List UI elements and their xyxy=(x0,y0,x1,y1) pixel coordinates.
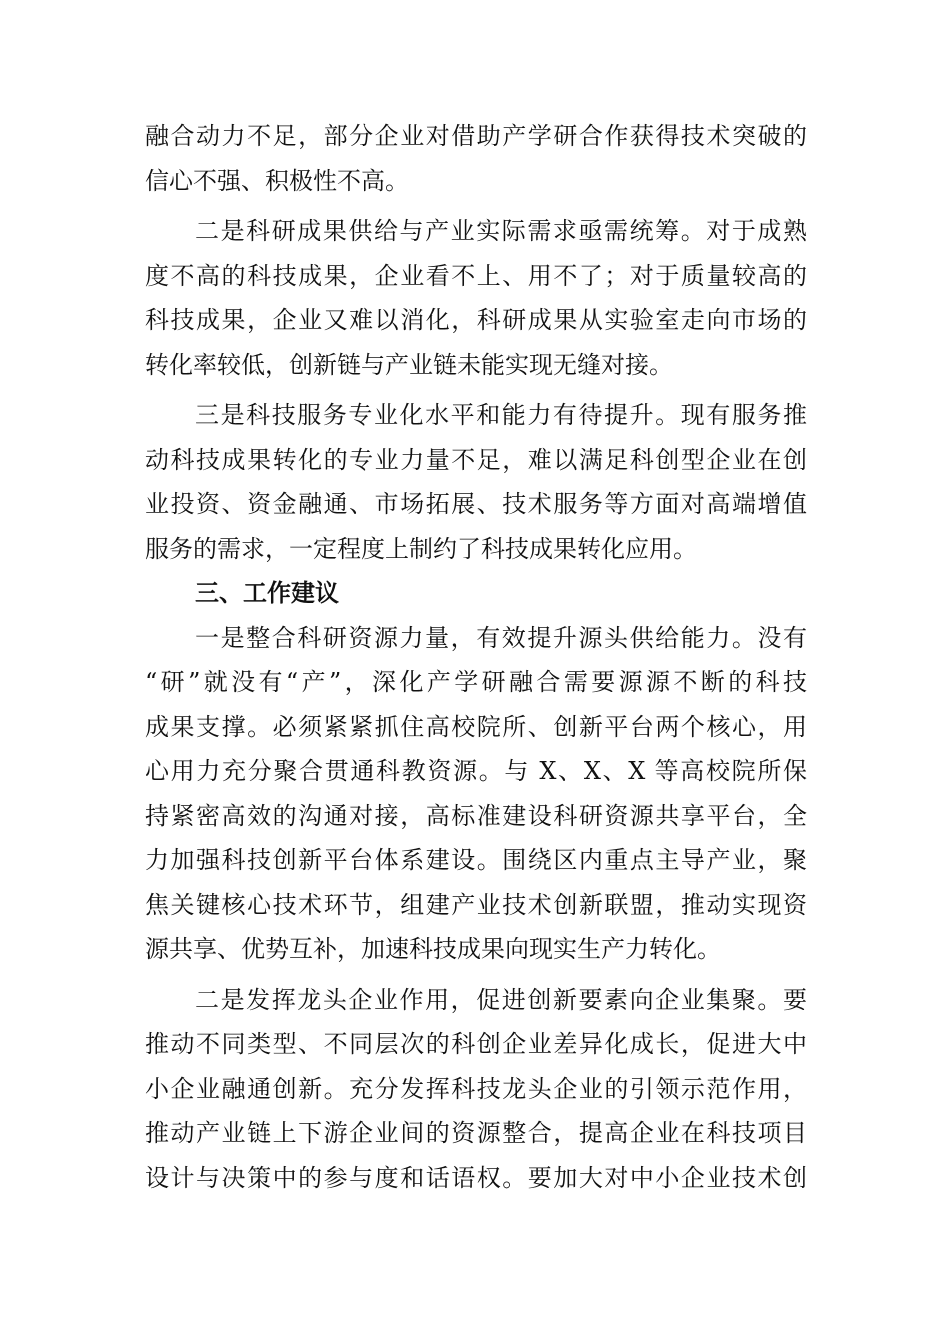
paragraph-line: 力加强科技创新平台体系建设。围绕区内重点主导产业，聚 xyxy=(145,846,807,874)
paragraph-line: 设计与决策中的参与度和话语权。要加大对中小企业技术创 xyxy=(145,1163,807,1192)
paragraph-line: 源共享、优势互补，加速科技成果向现实生产力转化。 xyxy=(145,935,721,963)
paragraph-line: 持紧密高效的沟通对接，高标准建设科研资源共享平台，全 xyxy=(145,801,807,830)
section-heading: 三、工作建议 xyxy=(195,579,339,607)
paragraph-line: 转化率较低，创新链与产业链未能实现无缝对接。 xyxy=(145,350,673,379)
paragraph-line: 推动产业链上下游企业间的资源整合，提高企业在科技项目 xyxy=(145,1119,807,1147)
paragraph-line: 一是整合科研资源力量，有效提升源头供给能力。没有 xyxy=(195,623,807,652)
paragraph-line: 心用力充分聚合贯通科教资源。与 X、X、X 等高校院所保 xyxy=(145,757,807,785)
paragraph-line: 动科技成果转化的专业力量不足，难以满足科创型企业在创 xyxy=(145,445,807,474)
paragraph-line: 二是科研成果供给与产业实际需求亟需统筹。对于成熟 xyxy=(195,217,807,245)
paragraph-line: 推动不同类型、不同层次的科创企业差异化成长，促进大中 xyxy=(145,1030,807,1058)
paragraph-line: “研”就没有“产”，深化产学研融合需要源源不断的科技 xyxy=(145,668,807,696)
paragraph-line: 焦关键核心技术环节，组建产业技术创新联盟，推动实现资 xyxy=(145,890,807,919)
paragraph-line: 科技成果，企业又难以消化，科研成果从实验室走向市场的 xyxy=(145,306,807,334)
paragraph-line: 二是发挥龙头企业作用，促进创新要素向企业集聚。要 xyxy=(195,985,807,1014)
paragraph-line: 服务的需求，一定程度上制约了科技成果转化应用。 xyxy=(145,534,697,563)
paragraph-line: 信心不强、积极性不高。 xyxy=(145,166,409,195)
paragraph-line: 成果支撑。必须紧紧抓住高校院所、创新平台两个核心，用 xyxy=(145,712,807,741)
paragraph-line: 业投资、资金融通、市场拓展、技术服务等方面对高端增值 xyxy=(145,490,807,518)
paragraph-line: 小企业融通创新。充分发挥科技龙头企业的引领示范作用， xyxy=(145,1074,807,1103)
document-body xyxy=(145,114,807,1200)
paragraph-line: 三是科技服务专业化水平和能力有待提升。现有服务推 xyxy=(195,401,807,429)
paragraph-line: 度不高的科技成果，企业看不上、用不了；对于质量较高的 xyxy=(145,261,807,290)
paragraph-line: 融合动力不足，部分企业对借助产学研合作获得技术突破的 xyxy=(145,122,807,150)
